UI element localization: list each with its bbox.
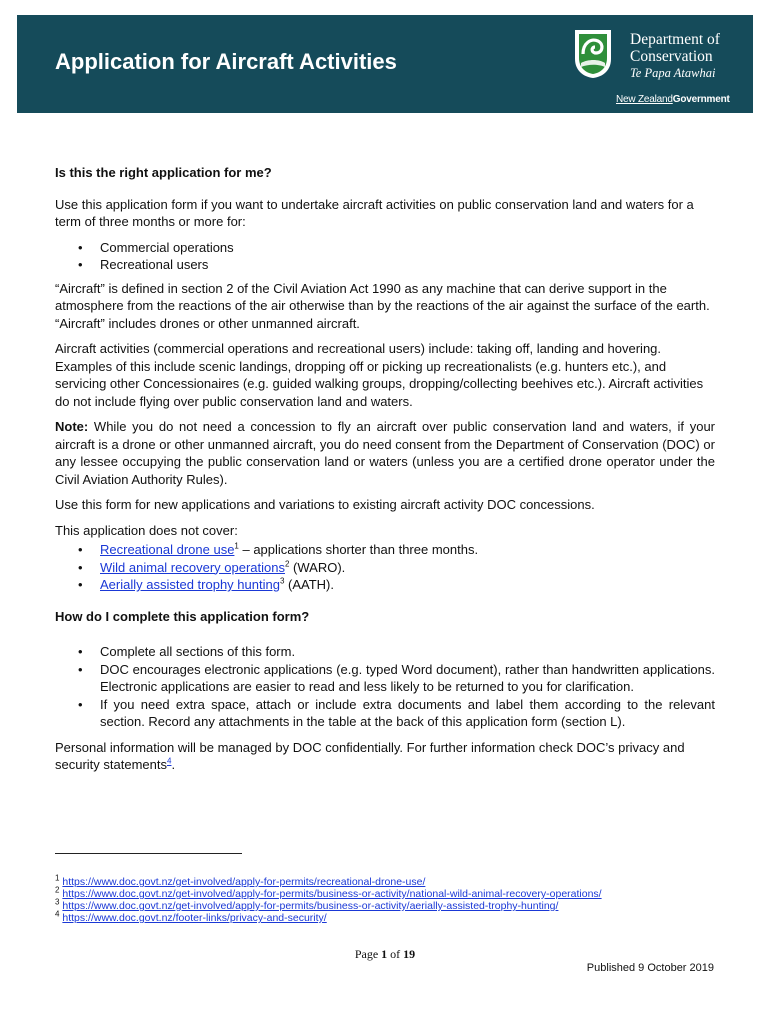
list-item: • If you need extra space, attach or include extra documents and label them according to the relevant section. Record any attachments in the table at the back of this application form (section L).	[100, 696, 715, 731]
page-total: 19	[403, 947, 416, 961]
footnote-link[interactable]: https://www.doc.govt.nz/footer-links/privacy-and-security/	[62, 912, 327, 924]
list-item: • Recreational users	[100, 256, 715, 274]
applicant-type-list	[55, 239, 715, 274]
page-of: of	[387, 947, 404, 961]
list-item: • Complete all sections of this form.	[100, 643, 715, 661]
not-covered-list	[55, 541, 715, 594]
list-item	[100, 541, 715, 559]
nz-government-text: Government	[672, 94, 730, 105]
footnote-link[interactable]: https://www.doc.govt.nz/get-involved/apply-for-permits/business-or-activity/aerially-assisted-trophy-hunting/	[62, 900, 559, 912]
dept-maori-name: Te Papa Atawhai	[630, 66, 716, 80]
privacy-text: Personal information will be managed by DOC confidentially. For further information check DOC’s privacy and security statements	[55, 739, 685, 772]
doc-logo-icon	[574, 29, 612, 79]
footnote-number: 1	[55, 873, 60, 883]
footnote-number: 3	[55, 897, 60, 907]
document-title: Application for Aircraft Activities	[55, 49, 397, 74]
aath-link[interactable]: Aerially assisted trophy hunting	[100, 577, 280, 592]
list-item-text: (AATH).	[284, 577, 334, 592]
published-date: Published 9 October 2019	[586, 962, 714, 974]
footnotes	[55, 873, 715, 924]
aircraft-activities-paragraph: Aircraft activities (commercial operations and recreational users) include: taking off, landing and hovering. Examples of this include scenic landings, dropping off or picking up recreationalists (e.g. hunters etc.), and servicing other Concessionaires (e.g. guided walking groups, dropping/collecting beehives etc.). Aircraft activities do not include flying over public conservation land and waters.	[55, 341, 704, 409]
footnote-number: 4	[55, 909, 60, 919]
list-item: • DOC encourages electronic applications (e.g. typed Word document), rather than handwritten applications. Electronic applications are easier to read and less likely to be returned to you for clarification.	[100, 661, 715, 696]
section-heading-complete-form: How do I complete this application form?	[55, 608, 310, 624]
dept-line2: Conservation	[630, 48, 713, 65]
privacy-paragraph	[55, 739, 715, 774]
list-item	[100, 576, 715, 594]
footnote-link[interactable]: https://www.doc.govt.nz/get-involved/apply-for-permits/recreational-drone-use/	[62, 876, 426, 888]
footnote	[55, 909, 715, 924]
waro-link[interactable]: Wild animal recovery operations	[100, 559, 285, 575]
footnote-ref: 2	[284, 559, 290, 569]
list-item-text: (WARO).	[289, 559, 346, 575]
privacy-end: .	[171, 757, 176, 772]
note-label: Note:	[55, 419, 89, 434]
section-heading-right-application: Is this the right application for me?	[55, 165, 272, 180]
nz-government-label	[616, 94, 730, 105]
privacy-footnote-link[interactable]: 4	[167, 756, 172, 766]
nz-link[interactable]: New Zealand	[616, 94, 673, 105]
footnote-ref: 1	[234, 541, 239, 551]
page-current: 1	[381, 947, 388, 961]
note-paragraph	[55, 418, 715, 488]
page-number	[0, 947, 770, 962]
list-item-text: – applications shorter than three months.	[238, 542, 479, 557]
footnote	[55, 873, 715, 888]
department-name	[630, 31, 720, 82]
footnote-link[interactable]: https://www.doc.govt.nz/get-involved/apply-for-permits/business-or-activity/national-wild-animal-recovery-operations/	[62, 888, 602, 900]
intro-paragraph: Use this application form if you want to undertake aircraft activities on public conservation land and waters for a term of three months or more for:	[55, 196, 694, 229]
dept-line1: Department of	[630, 31, 720, 48]
header-banner	[17, 15, 753, 113]
page-prefix: Page	[354, 947, 382, 961]
form-use-paragraph: Use this form for new applications and variations to existing aircraft activity DOC concessions.	[55, 497, 595, 512]
list-item: • Commercial operations	[100, 239, 715, 257]
footnote-ref: 3	[279, 576, 285, 586]
not-cover-paragraph: This application does not cover:	[55, 522, 238, 538]
note-text: While you do not need a concession to fly an aircraft over public conservation land and waters, if your aircraft is a drone or other unmanned aircraft, you do need consent from the Department of Conservation (DOC) or any lessee occupying the public conservation land or waters (unless you are a certified drone operator under the Civil Aviation Authority Rules).	[55, 419, 715, 487]
main-content	[55, 164, 715, 782]
footnote	[55, 897, 715, 912]
aircraft-definition-paragraph: “Aircraft” is defined in section 2 of the Civil Aviation Act 1990 as any machine that can derive support in the atmosphere from the reactions of the air otherwise than by the reactions of the air against the surface of the earth. “Aircraft” includes drones or other unmanned aircraft.	[55, 280, 710, 331]
instructions-list	[55, 643, 715, 731]
recreational-drone-link[interactable]: Recreational drone use	[100, 542, 235, 557]
footnote	[55, 885, 715, 900]
list-item	[100, 559, 715, 577]
footnote-separator	[55, 853, 242, 854]
footnote-number: 2	[55, 885, 60, 895]
